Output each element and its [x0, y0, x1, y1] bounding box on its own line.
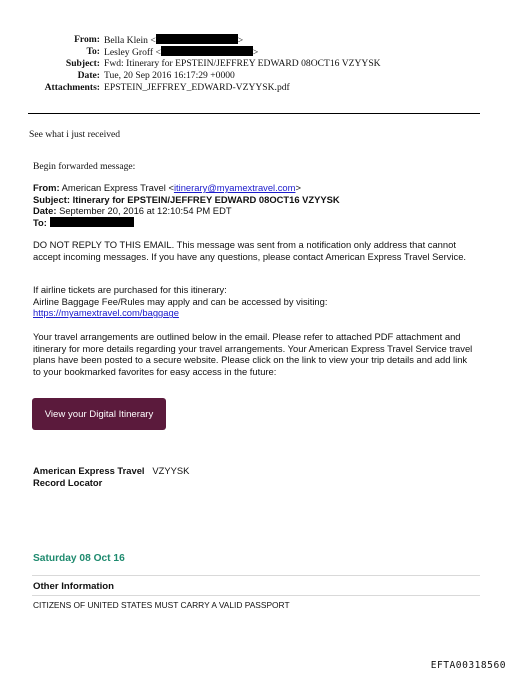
header-date-value: Tue, 20 Sep 2016 16:17:29 +0000 [104, 70, 235, 81]
other-info-heading: Other Information [33, 581, 115, 592]
record-locator-block [33, 465, 473, 488]
fwd-subject-value: Itinerary for EPSTEIN/JEFFREY EDWARD 08OCT16 VZYYSK [72, 193, 340, 205]
redaction-block [50, 217, 134, 227]
document-id: EFTA00318560 [430, 660, 506, 671]
header-from-label: From: [74, 34, 100, 45]
locator-code: VZYYSK [152, 465, 190, 476]
fwd-to-row [33, 217, 473, 229]
travel-date-heading: Saturday 08 Oct 16 [33, 553, 125, 564]
fwd-from-row [33, 182, 473, 194]
other-info-text: CITIZENS OF UNITED STATES MUST CARRY A VALID PASSPORT [33, 600, 290, 610]
header-attachments-value[interactable]: EPSTEIN_JEFFREY_EDWARD-VZYYSK.pdf [104, 82, 290, 93]
header-to-name: Lesley Groff < [104, 47, 161, 58]
fwd-date-value: September 20, 2016 at 12:10:54 PM EDT [59, 205, 232, 217]
section-divider [32, 575, 480, 576]
redaction-block [156, 34, 238, 44]
view-digital-itinerary-button[interactable]: View your Digital Itinerary [32, 398, 166, 430]
baggage-line-1: If airline tickets are purchased for this itinerary: [33, 284, 227, 295]
forwarded-header [33, 182, 473, 228]
fwd-from-label: From: [33, 182, 60, 193]
arrangements-paragraph: Your travel arrangements are outlined below in the email. Please refer to attached PDF attachment and itinerary for more details regarding your travel arrangements. Your American Express Travel Service travel plans have been posted to a secure website. Please click on the link to view your trip details and add link to your bookmarked favorites for easy access in the future: [33, 331, 473, 377]
fwd-to-label: To: [33, 216, 47, 228]
header-divider [28, 113, 480, 114]
agency-name: American Express Travel [33, 465, 145, 476]
header-to-label: To: [86, 46, 100, 57]
baggage-paragraph [33, 284, 473, 319]
header-subject-value: Fwd: Itinerary for EPSTEIN/JEFFREY EDWARD 08OCT16 VZYYSK [104, 58, 381, 69]
record-locator-row [33, 465, 473, 477]
record-locator-label: Record Locator [33, 476, 103, 488]
baggage-line-2: Airline Baggage Fee/Rules may apply and can be accessed by visiting: [33, 295, 328, 307]
header-from-suffix: > [237, 35, 244, 46]
fwd-from-name: American Express Travel < [61, 182, 174, 193]
fwd-from-suffix: > [295, 182, 301, 193]
header-attachments-label: Attachments: [44, 82, 100, 93]
header-date-label: Date: [77, 70, 100, 81]
baggage-link[interactable]: https://myamextravel.com/baggage [33, 307, 179, 319]
redaction-block [161, 46, 253, 56]
header-subject-label: Subject: [65, 58, 100, 69]
fwd-date-label: Date: [33, 205, 57, 217]
fwd-subject-label: Subject: [33, 193, 70, 205]
header-from-name: Bella Klein < [104, 35, 156, 46]
header-to-suffix: > [252, 47, 259, 58]
fwd-from-email-link[interactable]: itinerary@myamextravel.com [173, 182, 296, 193]
fwd-subject-row [33, 194, 473, 206]
section-divider [32, 595, 480, 596]
notice-paragraph: DO NOT REPLY TO THIS EMAIL. This message was sent from a notification only address that cannot accept incoming messages. If you have any questions, please contact American Express Travel Service. [33, 239, 467, 262]
intro-text: See what i just received [29, 129, 121, 140]
fwd-date-row [33, 205, 473, 217]
forward-intro: Begin forwarded message: [33, 161, 136, 172]
